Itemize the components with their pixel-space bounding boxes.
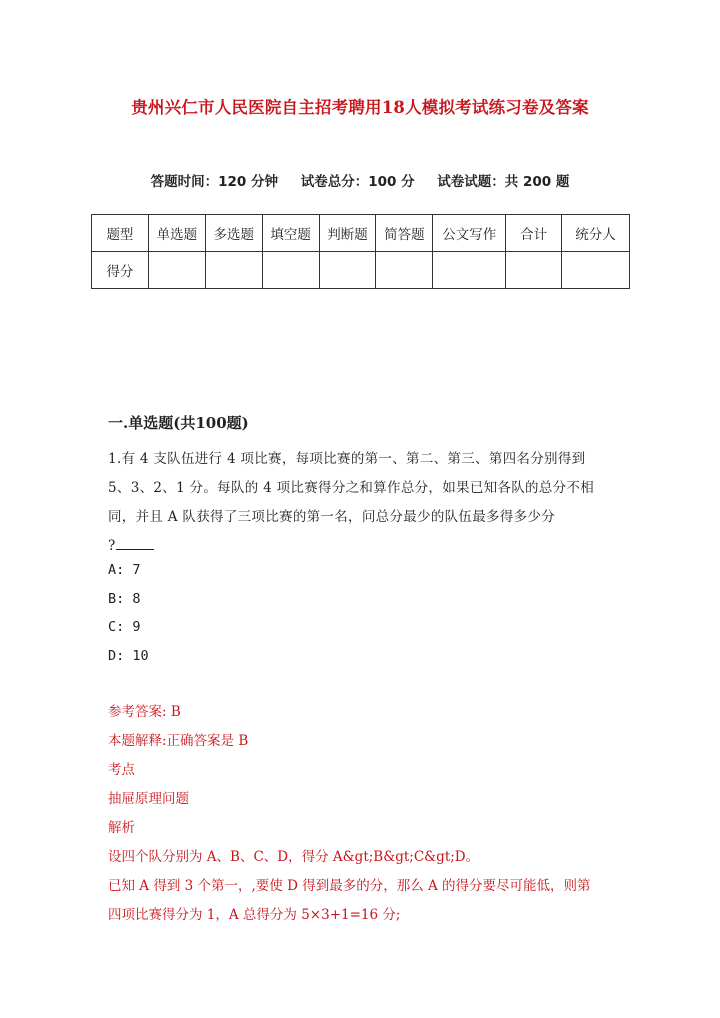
- answer-explanation: [108, 698, 618, 930]
- score-table-header: 填空题: [262, 215, 319, 252]
- score-cell: [205, 252, 262, 289]
- score-table-header-row: [92, 215, 630, 252]
- score-table-header: 统分人: [562, 215, 630, 252]
- page-title: 贵州兴仁市人民医院自主招考聘用18人模拟考试练习卷及答案: [131, 98, 589, 117]
- question-last-line: [108, 532, 613, 561]
- option-a: A: 7: [108, 562, 141, 578]
- answer-line: 四项比赛得分为 1，A 总得分为 5×3+1=16 分;: [108, 907, 401, 923]
- question-text: [108, 445, 613, 561]
- answer-line: 抽屉原理问题: [108, 791, 189, 807]
- exam-question-count: 试卷试题：共 200 题: [437, 174, 570, 190]
- score-table-header: 单选题: [148, 215, 205, 252]
- score-table-score-row: [92, 252, 630, 289]
- answer-line: 设四个队分别为 A、B、C、D，得分 A&gt;B&gt;C&gt;D。: [108, 849, 480, 865]
- question-options: [108, 556, 149, 670]
- score-cell: [433, 252, 506, 289]
- score-cell: [562, 252, 630, 289]
- section-heading: 一.单选题(共100题): [108, 414, 249, 432]
- score-cell: [319, 252, 376, 289]
- score-table-header: 题型: [92, 215, 149, 252]
- exam-info: [0, 170, 720, 190]
- option-d: D: 10: [108, 647, 149, 664]
- option-b: B: 8: [108, 590, 141, 607]
- score-cell: [262, 252, 319, 289]
- score-table: [91, 214, 630, 289]
- score-row-label: 得分: [92, 252, 149, 289]
- question-line: 5、3、2、1 分。每队的 4 项比赛得分之和算作总分，如果已知各队的总分不相: [108, 480, 595, 496]
- answer-line: 解析: [108, 820, 135, 836]
- option-c: C: 9: [108, 619, 141, 635]
- answer-line: 参考答案: B: [108, 704, 181, 720]
- score-cell: [376, 252, 433, 289]
- score-table-header: 合计: [506, 215, 562, 252]
- answer-blank: [116, 535, 154, 550]
- answer-line: 本题解释:正确答案是 B: [108, 733, 249, 749]
- score-cell: [506, 252, 562, 289]
- exam-total-score: 试卷总分：100 分: [300, 174, 415, 190]
- answer-line: 已知 A 得到 3 个第一，,要使 D 得到最多的分，那么 A 的得分要尽可能低，则第: [108, 878, 591, 894]
- exam-time: 答题时间：120 分钟: [150, 174, 278, 190]
- question-line: 同，并且 A 队获得了三项比赛的第一名，问总分最少的队伍最多得多少分: [108, 509, 556, 525]
- question-line: 1.有 4 支队伍进行 4 项比赛，每项比赛的第一、第二、第三、第四名分别得到: [108, 451, 586, 467]
- score-table-header: 简答题: [376, 215, 433, 252]
- score-table-header: 公文写作: [433, 215, 506, 252]
- score-table-header: 判断题: [319, 215, 376, 252]
- score-cell: [148, 252, 205, 289]
- question-line: ?: [108, 538, 116, 554]
- answer-line: 考点: [108, 762, 135, 778]
- score-table-header: 多选题: [205, 215, 262, 252]
